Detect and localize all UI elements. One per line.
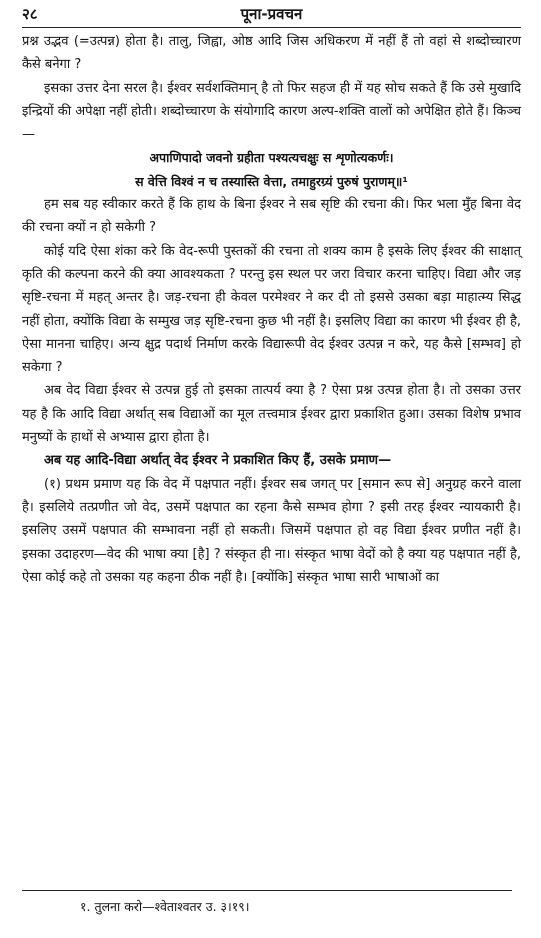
paragraph-first-proof: (१) प्रथम प्रमाण यह कि वेद में पक्षपात नहीं। ईश्वर सब जगत् पर [समान रूप से] अनुग्रह करने वाला है। इसलिये तत्प्रणीत जो वेद, उसमें पक्षपात का रहना कैसे सम्भव होगा ? इसी तरह ईश्वर न्यायकारी है। इसलिए उसमें पक्षपात की सम्भावना नहीं हो सकती। जिसमें पक्षपात हो वह विद्या ईश्वर प्रणीत नहीं है। इसका उदाहरण—वेद की भाषा क्या [है] ? संस्कृत ही ना। संस्कृत भाषा वेदों को है क्या यह पक्षपात नहीं है, ऐसा कोई कहे तो उसका यह कहना ठीक नहीं है। [क्योंकि] संस्कृत भाषा सारी भाषाओं का bbox=[22, 476, 521, 585]
verse-line-2: स वेत्ति विश्वं न च तस्यास्ति वेत्ता, तमाहुरग्र्यं पुरुषं पुराणम्॥¹ bbox=[135, 173, 408, 189]
running-title: पूना-प्रवचन bbox=[240, 5, 303, 23]
paragraph-meaning: अब वेद विद्या ईश्वर से उत्पन्न हुई तो इसका तात्पर्य क्या है ? ऐसा प्रश्न उत्पन्न होता है। तो उसका उत्तर यह है कि आदि विद्या अर्थात् सब विद्याओं का मूल तत्त्वमात्र ईश्वर द्वारा प्रकाशित हुआ। उसका विशेष प्रभाव मनुष्यों के हाथों से अभ्यास द्वारा होता है। bbox=[22, 383, 521, 446]
paragraph-proofs-heading: अब यह आदि-विद्या अर्थात् वेद ईश्वर ने प्रकाशित किए हैं, उसके प्रमाण— bbox=[44, 453, 392, 469]
paragraph-answer: इसका उत्तर देना सरल है। ईश्वर सर्वशक्तिमान् है तो फिर सहज ही में यह सोच सकते हैं कि उसे मुखादि इन्द्रियों की अपेक्षा नहीं होती। शब्दोच्चारण के संयोगादि कारण अल्प-शक्ति वालों को अपेक्षित होते हैं। किञ्च— bbox=[22, 80, 521, 143]
page-number: २८ bbox=[22, 5, 38, 23]
page-header bbox=[22, 0, 521, 30]
paragraph-objection: कोई यदि ऐसा शंका करे कि वेद-रूपी पुस्तकों की रचना तो शक्य काम है इसके लिए ईश्वर की साक्षात् कृति की कल्पना करने की क्या आवश्यकता ? परन्तु इस स्थल पर जरा विचार करना चाहिए। विद्या और जड़ सृष्टि-रचना में महत् अन्तर है। जड़-रचना ही केवल परमेश्वर ने कर दी तो इससे उसका बड़ा माहात्म्य सिद्ध नहीं होता, क्योंकि विद्या के सम्मुख जड़ सृष्टि-रचना कुछ भी नहीं है। इसलिए विद्या का कारण भी ईश्वर ही है, ऐसा मानना चाहिए। अन्य क्षुद्र पदार्थ निर्माण करके विद्यारूपी वेद ईश्वर उत्पन्न न करे, यह कैसे [सम्भव] हो सकेगा ? bbox=[22, 243, 521, 376]
paragraph-creation: हम सब यह स्वीकार करते हैं कि हाथ के बिना ईश्वर ने सब सृष्टि की रचना की। फिर भला मुँह बिना वेद की रचना क्यों न हो सकेगी ? bbox=[22, 197, 521, 236]
page-body bbox=[22, 30, 521, 589]
paragraph-question: प्रश्न उद्भव (=उत्पन्न) होता है। तालु, जिह्वा, ओष्ठ आदि जिस अधिकरण में नहीं हैं तो वहां से शब्दोच्चारण कैसे बनेगा ? bbox=[22, 34, 521, 73]
verse-line-1: अपाणिपादो जवनो ग्रहीता पश्यत्यचक्षुः स शृणोत्यकर्णः। bbox=[149, 150, 394, 166]
header-rule bbox=[22, 27, 521, 28]
footnote: १. तुलना करो—श्वेताश्वतर उ. ३।१९। bbox=[80, 899, 250, 914]
footnote-rule bbox=[22, 890, 512, 891]
